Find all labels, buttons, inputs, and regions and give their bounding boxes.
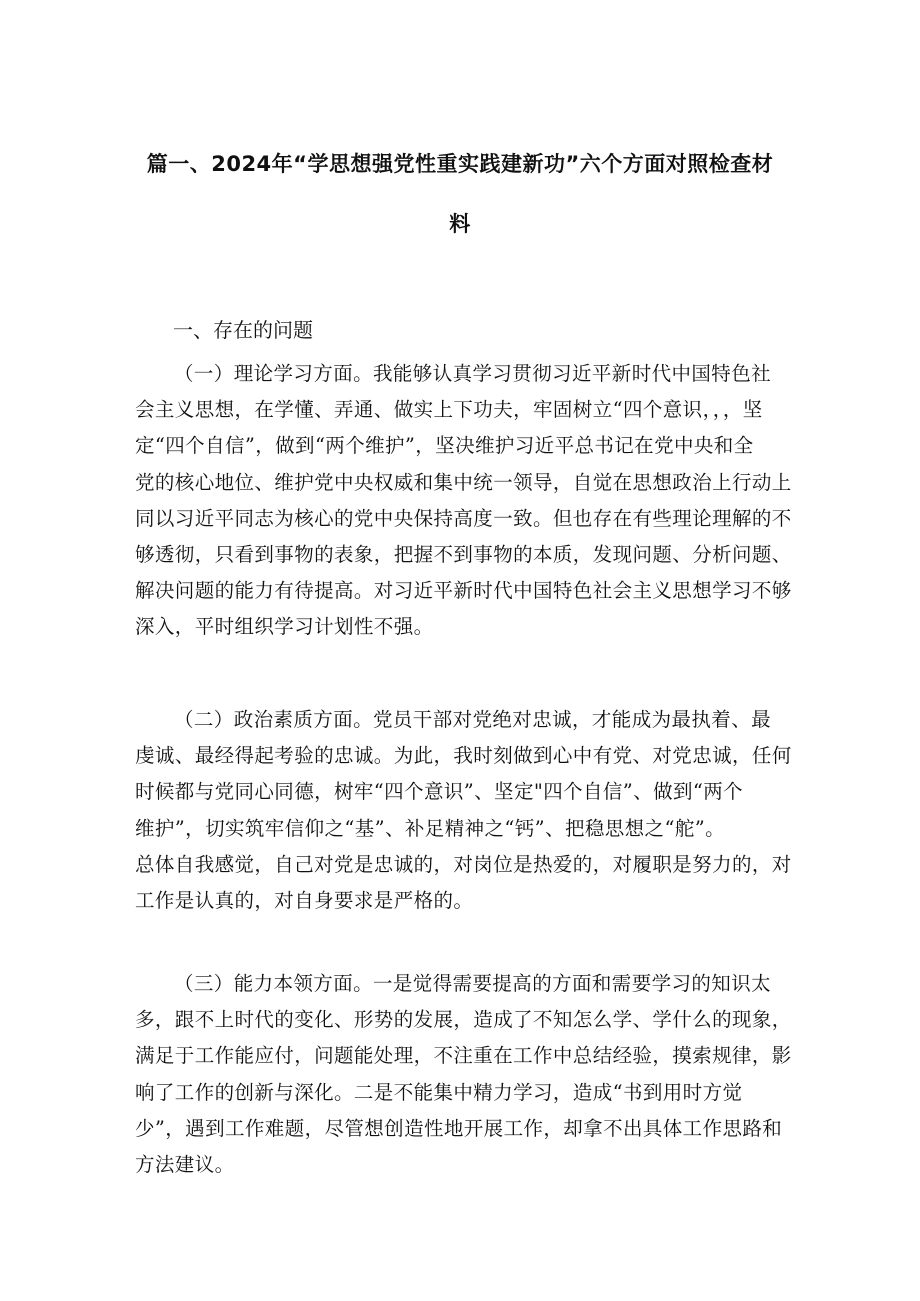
paragraph-line: 响了工作的创新与深化。二是不能集中精力学习，造成“书到用时方觉 [135,1080,743,1104]
paragraph-line: （二）政治素质方面。党员干部对党绝对忠诚，才能成为最执着、最 [174,708,772,731]
paragraph-line: 定“四个自信”，做到“两个维护”，坚决维护习近平总书记在党中央和全 [135,434,754,458]
paragraph-line: 满足于工作能应付，问题能处理，不注重在工作中总结经验，摸索规律，影 [135,1044,792,1068]
paragraph-line: 多，跟不上时代的变化、形势的发展，造成了不知怎么学、学什么的现象， [135,1008,792,1032]
document-title-line-1: 篇一、2024年“学思想强党性重实践建新功”六个方面对照检查材 [146,152,774,176]
paragraph-line: 工作是认真的，对自身要求是严格的。 [135,888,474,912]
section-heading: 一、存在的问题 [173,318,313,342]
paragraph-line: 解决问题的能力有待提高。对习近平新时代中国特色社会主义思想学习不够 [135,579,792,603]
paragraph-line: 够透彻，只看到事物的表象，把握不到事物的本质，发现问题、分析问题、 [135,542,792,566]
paragraph-line: 深入，平时组织学习计划性不强。 [135,615,434,639]
paragraph-line: 少”，遇到工作难题，尽管想创造性地开展工作，却拿不出具体工作思路和 [135,1116,783,1140]
paragraph-line: 方法建议。 [135,1152,235,1176]
paragraph-line: （三）能力本领方面。一是觉得需要提高的方面和需要学习的知识太 [174,972,772,995]
document-title-line-2: 料 [449,212,471,236]
paragraph-line: 会主义思想，在学懂、弄通、做实上下功夫，牢固树立“四个意识，，，坚 [135,398,763,422]
paragraph-capability [135,966,792,1183]
paragraph-line: 党的核心地位、维护党中央权威和集中统一领导，自觉在思想政治上行动上 [135,470,792,494]
paragraph-line: 同以习近平同志为核心的党中央保持高度一致。但也存在有些理论理解的不 [135,506,792,530]
paragraph-line: 总体自我感觉，自己对党是忠诚的，对岗位是热爱的，对履职是努力的，对 [135,852,792,876]
paragraph-theory-study [135,356,792,646]
paragraph-line: （一）理论学习方面。我能够认真学习贯彻习近平新时代中国特色社 [174,362,772,385]
paragraph-line: 虔诚、最经得起考验的忠诚。为此，我时刻做到心中有党、对党忠诚，任何 [135,744,792,768]
paragraph-political-quality [135,702,792,919]
paragraph-line: 维护”，切实筑牢信仰之“基”、补足精神之“钙”、把稳思想之“舵”。 [135,816,725,840]
paragraph-line: 时候都与党同心同德，树牢“四个意识”、坚定"四个自信”、做到“两个 [135,780,744,804]
